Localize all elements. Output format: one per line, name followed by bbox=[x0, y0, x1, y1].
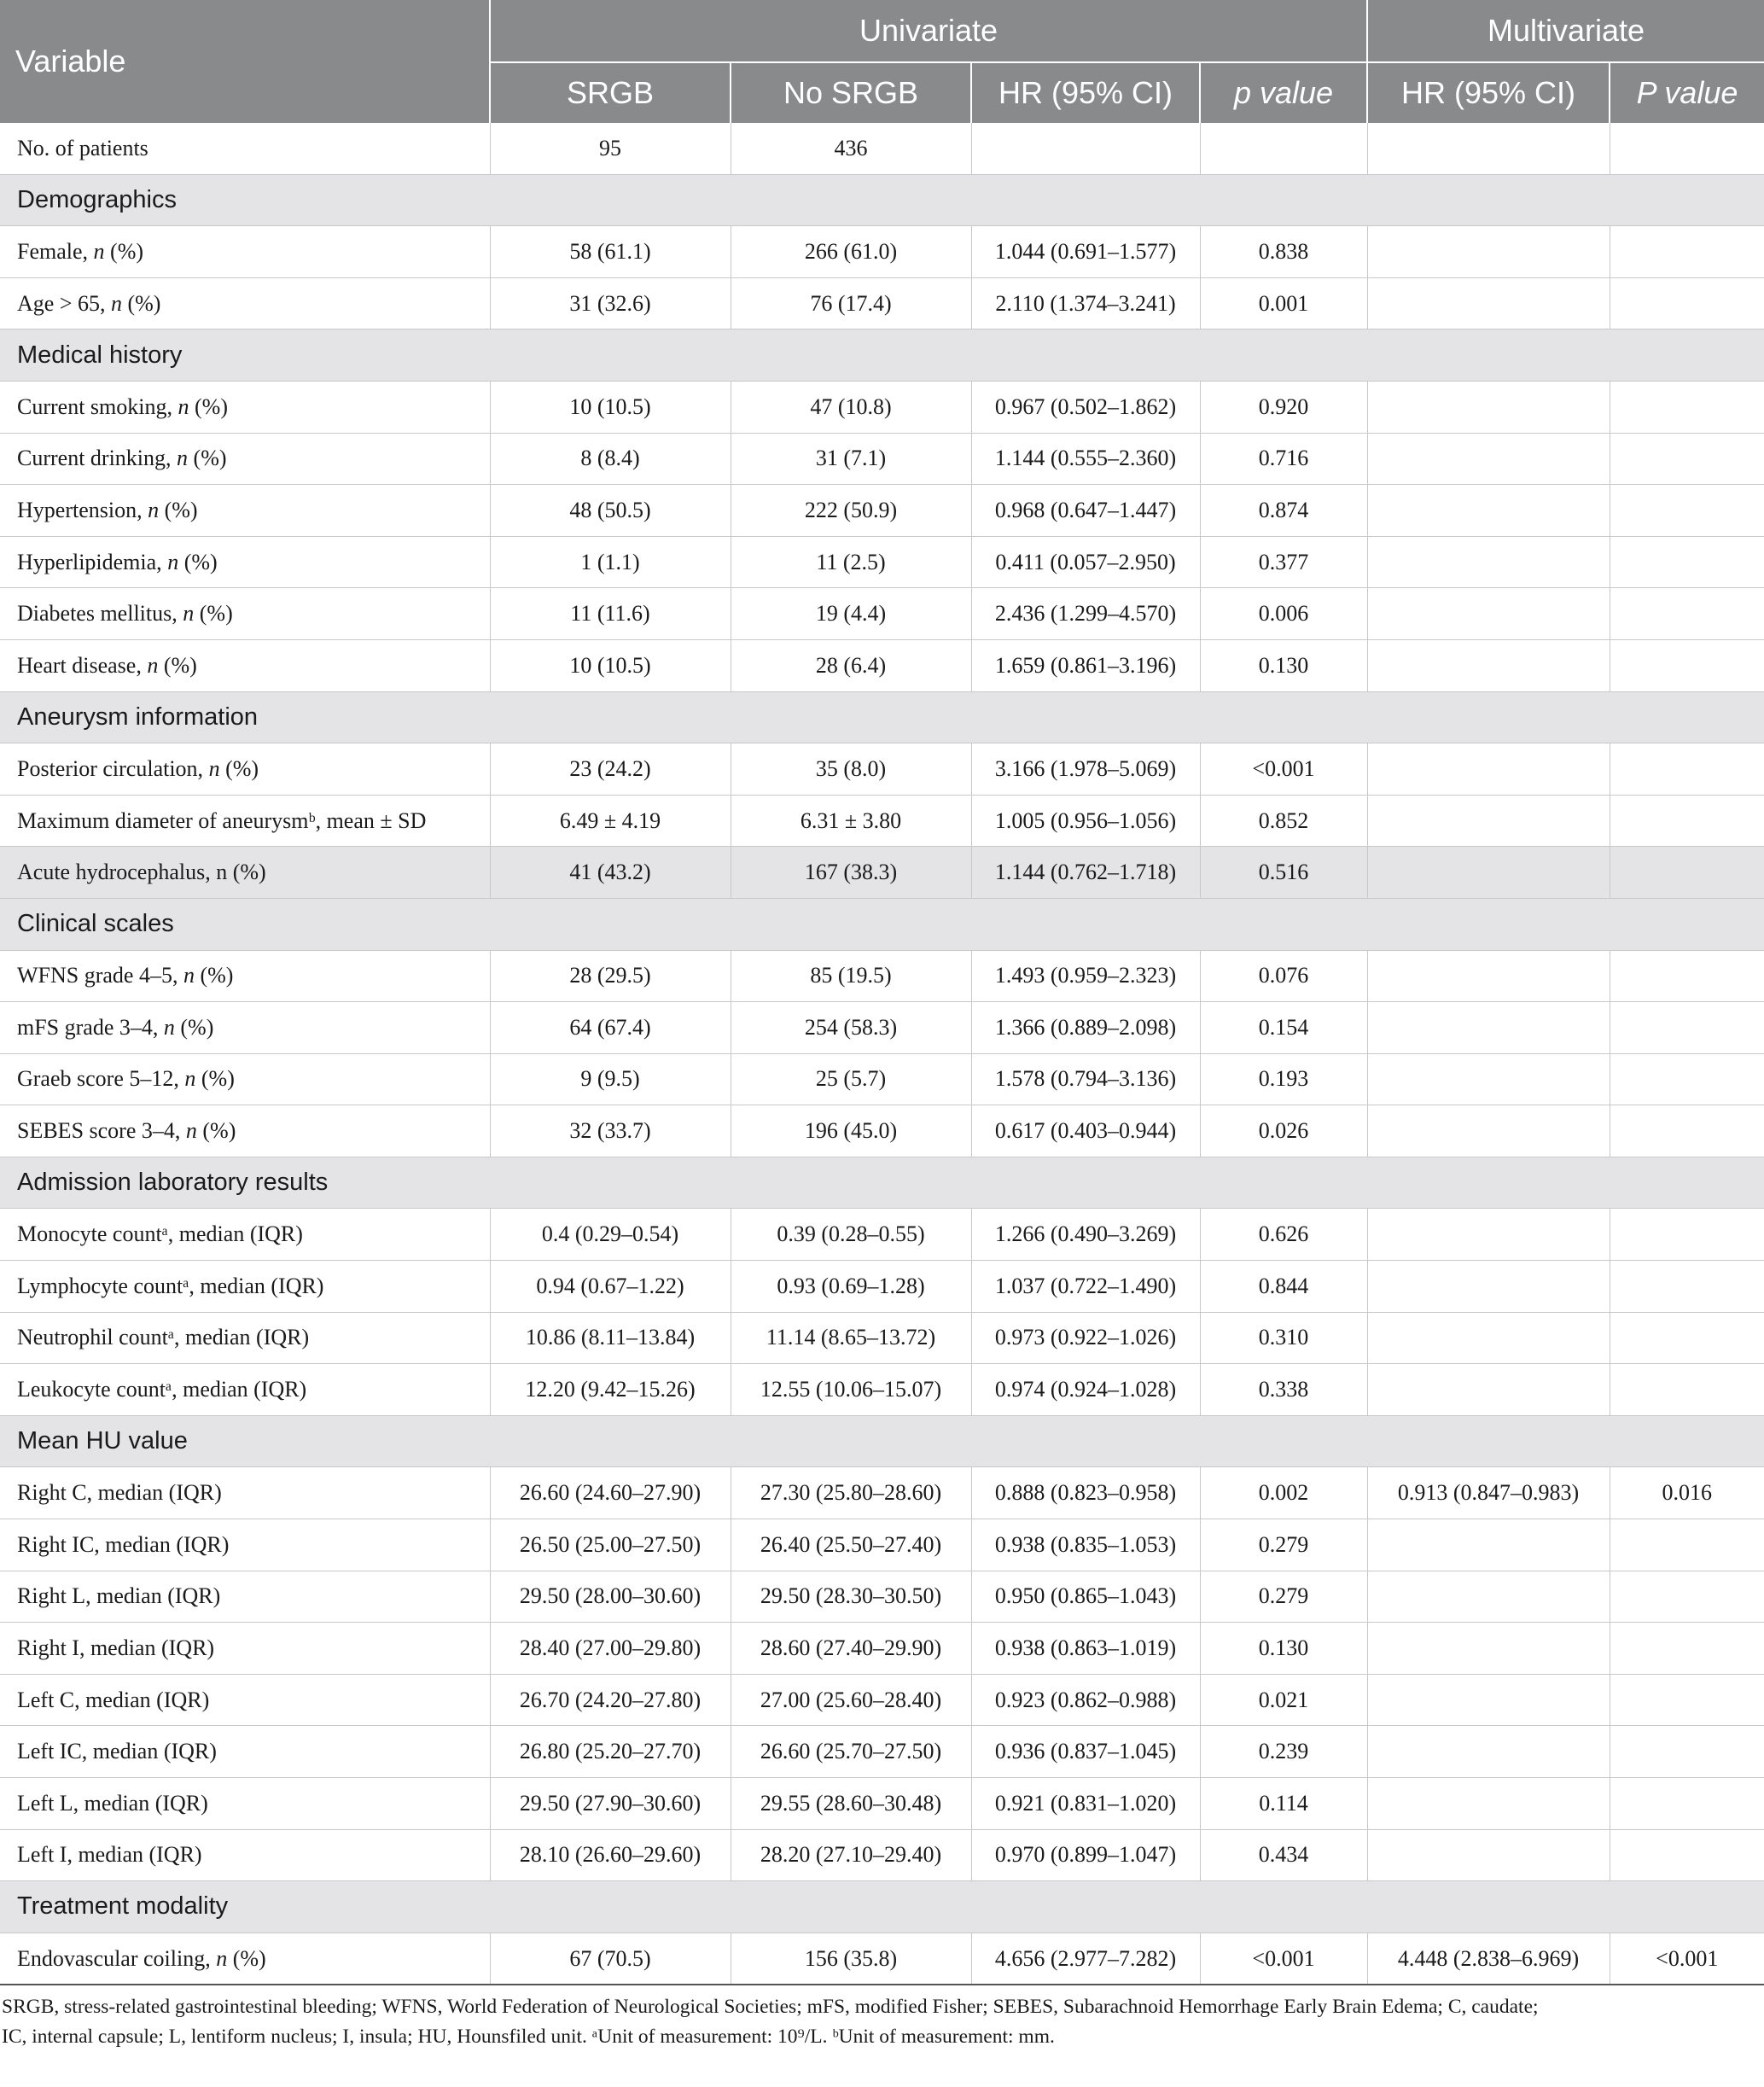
cell-hr: 0.938 (0.863–1.019) bbox=[971, 1623, 1200, 1675]
cell-no-srgb: 0.39 (0.28–0.55) bbox=[731, 1209, 971, 1261]
cell-mp bbox=[1610, 795, 1764, 847]
cell-srgb: 48 (50.5) bbox=[490, 485, 731, 537]
section-label: Demographics bbox=[0, 174, 1764, 226]
cell-mp bbox=[1610, 1519, 1764, 1571]
cell-no-srgb: 26.60 (25.70–27.50) bbox=[731, 1726, 971, 1778]
cell-no-srgb: 29.55 (28.60–30.48) bbox=[731, 1778, 971, 1830]
cell-mhr bbox=[1367, 1829, 1610, 1881]
section-row bbox=[0, 691, 1764, 743]
cell-mp: <0.001 bbox=[1610, 1933, 1764, 1985]
cell-mp bbox=[1610, 123, 1764, 174]
row-label: Left L, median (IQR) bbox=[0, 1778, 490, 1830]
row-label: Left I, median (IQR) bbox=[0, 1829, 490, 1881]
table-row bbox=[0, 950, 1764, 1002]
cell-no-srgb: 436 bbox=[731, 123, 971, 174]
cell-p: 0.920 bbox=[1200, 381, 1367, 433]
cell-hr: 1.578 (0.794–3.136) bbox=[971, 1053, 1200, 1105]
cell-mhr bbox=[1367, 277, 1610, 329]
cell-p: 0.114 bbox=[1200, 1778, 1367, 1830]
cell-no-srgb: 254 (58.3) bbox=[731, 1002, 971, 1054]
cell-mhr bbox=[1367, 795, 1610, 847]
row-label: Right L, median (IQR) bbox=[0, 1571, 490, 1623]
cell-mhr bbox=[1367, 847, 1610, 899]
section-label: Treatment modality bbox=[0, 1881, 1764, 1933]
hr-ci-header: HR (95% CI) bbox=[971, 62, 1200, 123]
cell-mp bbox=[1610, 1571, 1764, 1623]
cell-p: 0.130 bbox=[1200, 639, 1367, 691]
cell-p: 0.377 bbox=[1200, 536, 1367, 588]
table-row bbox=[0, 1002, 1764, 1054]
table-row bbox=[0, 795, 1764, 847]
cell-no-srgb: 26.40 (25.50–27.40) bbox=[731, 1519, 971, 1571]
cell-hr: 2.436 (1.299–4.570) bbox=[971, 588, 1200, 640]
variable-header: Variable bbox=[0, 0, 490, 123]
cell-p: 0.516 bbox=[1200, 847, 1367, 899]
cell-srgb: 23 (24.2) bbox=[490, 743, 731, 796]
cell-p: <0.001 bbox=[1200, 1933, 1367, 1985]
cell-mhr bbox=[1367, 1364, 1610, 1416]
multivariate-header: Multivariate bbox=[1367, 0, 1764, 62]
cell-srgb: 29.50 (28.00–30.60) bbox=[490, 1571, 731, 1623]
cell-srgb: 0.94 (0.67–1.22) bbox=[490, 1261, 731, 1313]
cell-mp bbox=[1610, 226, 1764, 278]
table-row bbox=[0, 1053, 1764, 1105]
footnote-line-1: SRGB, stress-related gastrointestinal bleeding; WFNS, World Federation of Neurological Societies; mFS, modified Fisher; SEBES, Subarachnoid Hemorrhage Early Brain Edema; C, caudate; bbox=[2, 1996, 1539, 2019]
cell-hr: 0.617 (0.403–0.944) bbox=[971, 1105, 1200, 1157]
table-row bbox=[0, 1209, 1764, 1261]
cell-p: 0.026 bbox=[1200, 1105, 1367, 1157]
cell-no-srgb: 85 (19.5) bbox=[731, 950, 971, 1002]
cell-no-srgb: 19 (4.4) bbox=[731, 588, 971, 640]
row-label: Posterior circulation, n (%) bbox=[0, 743, 490, 796]
cell-p: 0.338 bbox=[1200, 1364, 1367, 1416]
cell-mp bbox=[1610, 588, 1764, 640]
cell-mhr bbox=[1367, 1053, 1610, 1105]
row-label: Endovascular coiling, n (%) bbox=[0, 1933, 490, 1985]
row-label: Diabetes mellitus, n (%) bbox=[0, 588, 490, 640]
cell-mp bbox=[1610, 536, 1764, 588]
table-row bbox=[0, 1364, 1764, 1416]
cell-mhr bbox=[1367, 1674, 1610, 1726]
cell-hr: 3.166 (1.978–5.069) bbox=[971, 743, 1200, 796]
cell-hr: 0.974 (0.924–1.028) bbox=[971, 1364, 1200, 1416]
cell-mp bbox=[1610, 433, 1764, 485]
univariate-header: Univariate bbox=[490, 0, 1367, 62]
row-label: Neutrophil countᵃ, median (IQR) bbox=[0, 1312, 490, 1364]
table-row bbox=[0, 1467, 1764, 1519]
section-row bbox=[0, 329, 1764, 382]
table-row bbox=[0, 1105, 1764, 1157]
table-row bbox=[0, 1829, 1764, 1881]
cell-srgb: 9 (9.5) bbox=[490, 1053, 731, 1105]
cell-hr: 0.411 (0.057–2.950) bbox=[971, 536, 1200, 588]
cell-p: 0.838 bbox=[1200, 226, 1367, 278]
cell-mhr bbox=[1367, 743, 1610, 796]
cell-hr: 4.656 (2.977–7.282) bbox=[971, 1933, 1200, 1985]
cell-mhr bbox=[1367, 1209, 1610, 1261]
cell-p: 0.154 bbox=[1200, 1002, 1367, 1054]
cell-mhr: 4.448 (2.838–6.969) bbox=[1367, 1933, 1610, 1985]
row-label: Right IC, median (IQR) bbox=[0, 1519, 490, 1571]
row-label: Left IC, median (IQR) bbox=[0, 1726, 490, 1778]
cell-no-srgb: 31 (7.1) bbox=[731, 433, 971, 485]
cell-mp bbox=[1610, 639, 1764, 691]
cell-hr: 0.936 (0.837–1.045) bbox=[971, 1726, 1200, 1778]
cell-no-srgb: 12.55 (10.06–15.07) bbox=[731, 1364, 971, 1416]
cell-mp bbox=[1610, 1002, 1764, 1054]
cell-srgb: 29.50 (27.90–30.60) bbox=[490, 1778, 731, 1830]
cell-hr: 0.950 (0.865–1.043) bbox=[971, 1571, 1200, 1623]
row-label: Lymphocyte countᵃ, median (IQR) bbox=[0, 1261, 490, 1313]
cell-p: 0.279 bbox=[1200, 1571, 1367, 1623]
cell-mhr: 0.913 (0.847–0.983) bbox=[1367, 1467, 1610, 1519]
cell-srgb: 26.60 (24.60–27.90) bbox=[490, 1467, 731, 1519]
cell-hr: 1.144 (0.762–1.718) bbox=[971, 847, 1200, 899]
cell-mp bbox=[1610, 1105, 1764, 1157]
cell-p: <0.001 bbox=[1200, 743, 1367, 796]
cell-p: 0.434 bbox=[1200, 1829, 1367, 1881]
cell-srgb: 1 (1.1) bbox=[490, 536, 731, 588]
row-label: No. of patients bbox=[0, 123, 490, 174]
cell-no-srgb: 27.30 (25.80–28.60) bbox=[731, 1467, 971, 1519]
cell-mp bbox=[1610, 847, 1764, 899]
cell-srgb: 31 (32.6) bbox=[490, 277, 731, 329]
cell-mhr bbox=[1367, 1778, 1610, 1830]
cell-p bbox=[1200, 123, 1367, 174]
row-label: SEBES score 3–4, n (%) bbox=[0, 1105, 490, 1157]
table-footnote bbox=[0, 1985, 1763, 2052]
cell-mhr bbox=[1367, 1623, 1610, 1675]
row-label: Leukocyte countᵃ, median (IQR) bbox=[0, 1364, 490, 1416]
cell-srgb: 26.50 (25.00–27.50) bbox=[490, 1519, 731, 1571]
cell-p: 0.279 bbox=[1200, 1519, 1367, 1571]
cell-mp bbox=[1610, 1364, 1764, 1416]
table-row bbox=[0, 1623, 1764, 1675]
cell-p: 0.006 bbox=[1200, 588, 1367, 640]
row-label: Female, n (%) bbox=[0, 226, 490, 278]
cell-p: 0.310 bbox=[1200, 1312, 1367, 1364]
cell-hr: 1.266 (0.490–3.269) bbox=[971, 1209, 1200, 1261]
cell-mp bbox=[1610, 1053, 1764, 1105]
cell-mhr bbox=[1367, 1519, 1610, 1571]
table-row bbox=[0, 381, 1764, 433]
table-row bbox=[0, 226, 1764, 278]
cell-no-srgb: 222 (50.9) bbox=[731, 485, 971, 537]
cell-hr: 1.044 (0.691–1.577) bbox=[971, 226, 1200, 278]
table-row bbox=[0, 588, 1764, 640]
row-label: mFS grade 3–4, n (%) bbox=[0, 1002, 490, 1054]
table-row bbox=[0, 1312, 1764, 1364]
cell-srgb: 6.49 ± 4.19 bbox=[490, 795, 731, 847]
cell-p: 0.874 bbox=[1200, 485, 1367, 537]
cell-hr: 0.921 (0.831–1.020) bbox=[971, 1778, 1200, 1830]
table-row bbox=[0, 1933, 1764, 1985]
cell-srgb: 32 (33.7) bbox=[490, 1105, 731, 1157]
table-row bbox=[0, 847, 1764, 899]
section-row bbox=[0, 174, 1764, 226]
cell-no-srgb: 27.00 (25.60–28.40) bbox=[731, 1674, 971, 1726]
cell-srgb: 26.80 (25.20–27.70) bbox=[490, 1726, 731, 1778]
table-row bbox=[0, 1726, 1764, 1778]
cell-hr bbox=[971, 123, 1200, 174]
row-label: Heart disease, n (%) bbox=[0, 639, 490, 691]
cell-mp bbox=[1610, 1778, 1764, 1830]
section-label: Aneurysm information bbox=[0, 691, 1764, 743]
cell-srgb: 64 (67.4) bbox=[490, 1002, 731, 1054]
cell-srgb: 0.4 (0.29–0.54) bbox=[490, 1209, 731, 1261]
row-label: Age > 65, n (%) bbox=[0, 277, 490, 329]
cell-srgb: 12.20 (9.42–15.26) bbox=[490, 1364, 731, 1416]
cell-mp bbox=[1610, 743, 1764, 796]
cell-hr: 0.970 (0.899–1.047) bbox=[971, 1829, 1200, 1881]
section-label: Clinical scales bbox=[0, 898, 1764, 950]
cell-srgb: 67 (70.5) bbox=[490, 1933, 731, 1985]
cell-srgb: 26.70 (24.20–27.80) bbox=[490, 1674, 731, 1726]
table-row bbox=[0, 639, 1764, 691]
p-value-header: p value bbox=[1200, 62, 1367, 123]
multi-hr-ci-header: HR (95% CI) bbox=[1367, 62, 1610, 123]
cell-mhr bbox=[1367, 485, 1610, 537]
cell-mp bbox=[1610, 485, 1764, 537]
cell-no-srgb: 28.60 (27.40–29.90) bbox=[731, 1623, 971, 1675]
cell-srgb: 10.86 (8.11–13.84) bbox=[490, 1312, 731, 1364]
cell-hr: 1.366 (0.889–2.098) bbox=[971, 1002, 1200, 1054]
table-row bbox=[0, 743, 1764, 796]
table-row bbox=[0, 1778, 1764, 1830]
row-label: Monocyte countᵃ, median (IQR) bbox=[0, 1209, 490, 1261]
footnote-line-2: IC, internal capsule; L, lentiform nucleus; I, insula; HU, Hounsfiled unit. ᵃUnit of measurement: 10⁹/L. ᵇUnit of measurement: mm. bbox=[2, 2026, 1055, 2049]
table-row bbox=[0, 1674, 1764, 1726]
table-row bbox=[0, 433, 1764, 485]
section-label: Admission laboratory results bbox=[0, 1157, 1764, 1209]
cell-mp bbox=[1610, 1674, 1764, 1726]
cell-mhr bbox=[1367, 1571, 1610, 1623]
cell-no-srgb: 0.93 (0.69–1.28) bbox=[731, 1261, 971, 1313]
cell-no-srgb: 28 (6.4) bbox=[731, 639, 971, 691]
cell-no-srgb: 29.50 (28.30–30.50) bbox=[731, 1571, 971, 1623]
cell-srgb: 11 (11.6) bbox=[490, 588, 731, 640]
cell-srgb: 8 (8.4) bbox=[490, 433, 731, 485]
cell-p: 0.001 bbox=[1200, 277, 1367, 329]
cell-srgb: 10 (10.5) bbox=[490, 639, 731, 691]
srgb-header: SRGB bbox=[490, 62, 731, 123]
cell-p: 0.844 bbox=[1200, 1261, 1367, 1313]
cell-srgb: 28.40 (27.00–29.80) bbox=[490, 1623, 731, 1675]
cell-p: 0.193 bbox=[1200, 1053, 1367, 1105]
cell-mhr bbox=[1367, 226, 1610, 278]
cell-hr: 1.493 (0.959–2.323) bbox=[971, 950, 1200, 1002]
row-label: Right I, median (IQR) bbox=[0, 1623, 490, 1675]
cell-srgb: 95 bbox=[490, 123, 731, 174]
cell-mhr bbox=[1367, 381, 1610, 433]
table-row bbox=[0, 123, 1764, 174]
cell-mp: 0.016 bbox=[1610, 1467, 1764, 1519]
multi-p-value-header: P value bbox=[1610, 62, 1764, 123]
no-srgb-header: No SRGB bbox=[731, 62, 971, 123]
cell-p: 0.076 bbox=[1200, 950, 1367, 1002]
cell-p: 0.239 bbox=[1200, 1726, 1367, 1778]
cell-p: 0.716 bbox=[1200, 433, 1367, 485]
cell-srgb: 28 (29.5) bbox=[490, 950, 731, 1002]
table-row bbox=[0, 536, 1764, 588]
row-label: WFNS grade 4–5, n (%) bbox=[0, 950, 490, 1002]
section-row bbox=[0, 898, 1764, 950]
cell-p: 0.852 bbox=[1200, 795, 1367, 847]
row-label: Maximum diameter of aneurysmᵇ, mean ± SD bbox=[0, 795, 490, 847]
table-row bbox=[0, 485, 1764, 537]
cell-mhr bbox=[1367, 1105, 1610, 1157]
cell-no-srgb: 11.14 (8.65–13.72) bbox=[731, 1312, 971, 1364]
cell-p: 0.021 bbox=[1200, 1674, 1367, 1726]
table-row bbox=[0, 1261, 1764, 1313]
row-label: Left C, median (IQR) bbox=[0, 1674, 490, 1726]
table-row bbox=[0, 1571, 1764, 1623]
cell-hr: 1.659 (0.861–3.196) bbox=[971, 639, 1200, 691]
cell-hr: 0.967 (0.502–1.862) bbox=[971, 381, 1200, 433]
section-label: Mean HU value bbox=[0, 1415, 1764, 1467]
cell-mhr bbox=[1367, 1261, 1610, 1313]
cell-mp bbox=[1610, 1829, 1764, 1881]
cell-mhr bbox=[1367, 536, 1610, 588]
cell-hr: 1.144 (0.555–2.360) bbox=[971, 433, 1200, 485]
row-label: Current smoking, n (%) bbox=[0, 381, 490, 433]
cell-mp bbox=[1610, 950, 1764, 1002]
cell-mhr bbox=[1367, 123, 1610, 174]
cell-no-srgb: 35 (8.0) bbox=[731, 743, 971, 796]
cell-hr: 1.037 (0.722–1.490) bbox=[971, 1261, 1200, 1313]
cell-hr: 0.973 (0.922–1.026) bbox=[971, 1312, 1200, 1364]
cell-no-srgb: 47 (10.8) bbox=[731, 381, 971, 433]
cell-mp bbox=[1610, 1312, 1764, 1364]
row-label: Hypertension, n (%) bbox=[0, 485, 490, 537]
cell-mhr bbox=[1367, 1726, 1610, 1778]
section-row bbox=[0, 1157, 1764, 1209]
cell-hr: 0.968 (0.647–1.447) bbox=[971, 485, 1200, 537]
row-label: Acute hydrocephalus, n (%) bbox=[0, 847, 490, 899]
cell-srgb: 41 (43.2) bbox=[490, 847, 731, 899]
cell-mhr bbox=[1367, 1002, 1610, 1054]
cell-srgb: 10 (10.5) bbox=[490, 381, 731, 433]
cell-hr: 2.110 (1.374–3.241) bbox=[971, 277, 1200, 329]
cell-p: 0.130 bbox=[1200, 1623, 1367, 1675]
cell-mp bbox=[1610, 381, 1764, 433]
section-row bbox=[0, 1415, 1764, 1467]
cell-mhr bbox=[1367, 1312, 1610, 1364]
cell-hr: 0.888 (0.823–0.958) bbox=[971, 1467, 1200, 1519]
table-body bbox=[0, 123, 1764, 1985]
cell-no-srgb: 266 (61.0) bbox=[731, 226, 971, 278]
cell-srgb: 28.10 (26.60–29.60) bbox=[490, 1829, 731, 1881]
row-label: Right C, median (IQR) bbox=[0, 1467, 490, 1519]
row-label: Hyperlipidemia, n (%) bbox=[0, 536, 490, 588]
cell-mp bbox=[1610, 1261, 1764, 1313]
row-label: Graeb score 5–12, n (%) bbox=[0, 1053, 490, 1105]
cell-mp bbox=[1610, 1726, 1764, 1778]
cell-no-srgb: 6.31 ± 3.80 bbox=[731, 795, 971, 847]
cell-mhr bbox=[1367, 433, 1610, 485]
cell-no-srgb: 156 (35.8) bbox=[731, 1933, 971, 1985]
cell-no-srgb: 167 (38.3) bbox=[731, 847, 971, 899]
cell-hr: 0.938 (0.835–1.053) bbox=[971, 1519, 1200, 1571]
cell-srgb: 58 (61.1) bbox=[490, 226, 731, 278]
cell-no-srgb: 11 (2.5) bbox=[731, 536, 971, 588]
cell-no-srgb: 28.20 (27.10–29.40) bbox=[731, 1829, 971, 1881]
cell-mhr bbox=[1367, 639, 1610, 691]
cell-hr: 1.005 (0.956–1.056) bbox=[971, 795, 1200, 847]
cell-no-srgb: 25 (5.7) bbox=[731, 1053, 971, 1105]
row-label: Current drinking, n (%) bbox=[0, 433, 490, 485]
section-label: Medical history bbox=[0, 329, 1764, 382]
section-row bbox=[0, 1881, 1764, 1933]
cell-mhr bbox=[1367, 588, 1610, 640]
table-row bbox=[0, 277, 1764, 329]
cell-no-srgb: 196 (45.0) bbox=[731, 1105, 971, 1157]
cell-mp bbox=[1610, 1623, 1764, 1675]
cell-p: 0.002 bbox=[1200, 1467, 1367, 1519]
table-row bbox=[0, 1519, 1764, 1571]
cell-no-srgb: 76 (17.4) bbox=[731, 277, 971, 329]
cell-p: 0.626 bbox=[1200, 1209, 1367, 1261]
cell-hr: 0.923 (0.862–0.988) bbox=[971, 1674, 1200, 1726]
cell-mp bbox=[1610, 1209, 1764, 1261]
cell-mhr bbox=[1367, 950, 1610, 1002]
cell-mp bbox=[1610, 277, 1764, 329]
